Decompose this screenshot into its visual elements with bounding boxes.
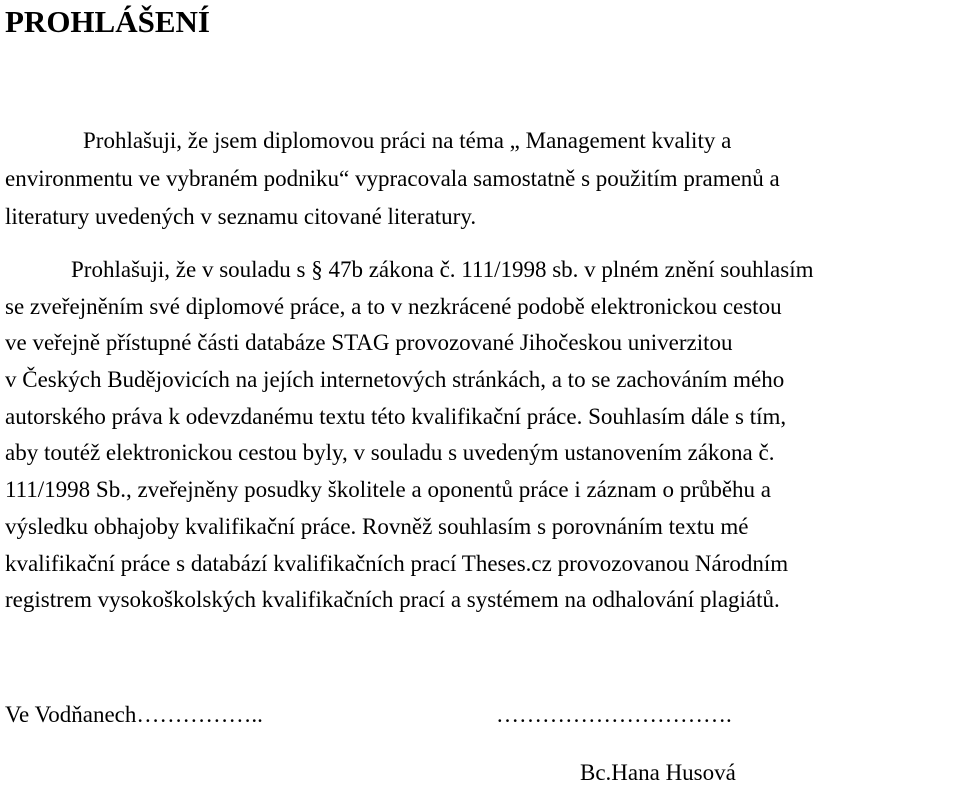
- text-line: 111/1998 Sb., zveřejněny posudky školitele a oponentů práce i záznam o průběhu a: [5, 477, 772, 503]
- text-line: Prohlašuji, že jsem diplomovou práci na téma „ Management kvality a: [83, 128, 732, 153]
- declaration-paragraph-authorship: [5, 122, 960, 236]
- text-line: kvalifikační práce s databází kvalifikačních prací Theses.cz provozovanou Národním: [5, 550, 789, 576]
- signature-line: ………………………….: [496, 702, 732, 727]
- text-line: výsledku obhajoby kvalifikační práce. Rovněž souhlasím s porovnáním textu mé: [5, 513, 749, 539]
- text-line: registrem vysokoškolských kvalifikačních prací a systémem na odhalování plagiátů.: [5, 587, 780, 613]
- text-line: aby toutéž elektronickou cestou byly, v souladu s uvedeným ustanovením zákona č.: [5, 440, 775, 466]
- document-title: PROHLÁŠENÍ: [5, 4, 210, 39]
- text-line: literatury uvedených v seznamu citované literatury.: [5, 204, 477, 229]
- signature-place: Ve Vodňanech……………..: [5, 702, 263, 727]
- declaration-paragraph-consent: [5, 252, 960, 619]
- signature-name: Bc.Hana Husová: [580, 760, 736, 785]
- text-line: environmentu ve vybraném podniku“ vypracovala samostatně s použitím pramenů a: [5, 166, 780, 191]
- text-line: se zveřejněním své diplomové práce, a to v nezkrácené podobě elektronickou cestou: [5, 293, 782, 319]
- text-line: ve veřejně přístupné části databáze STAG provozované Jihočeskou univerzitou: [5, 330, 733, 356]
- text-line: Prohlašuji, že v souladu s § 47b zákona č. 111/1998 sb. v plném znění souhlasím: [71, 257, 814, 282]
- text-line: v Českých Budějovicích na jejích internetových stránkách, a to se zachováním mého: [5, 367, 785, 393]
- text-line: autorského práva k odevzdanému textu této kvalifikační práce. Souhlasím dále s tím,: [5, 403, 787, 429]
